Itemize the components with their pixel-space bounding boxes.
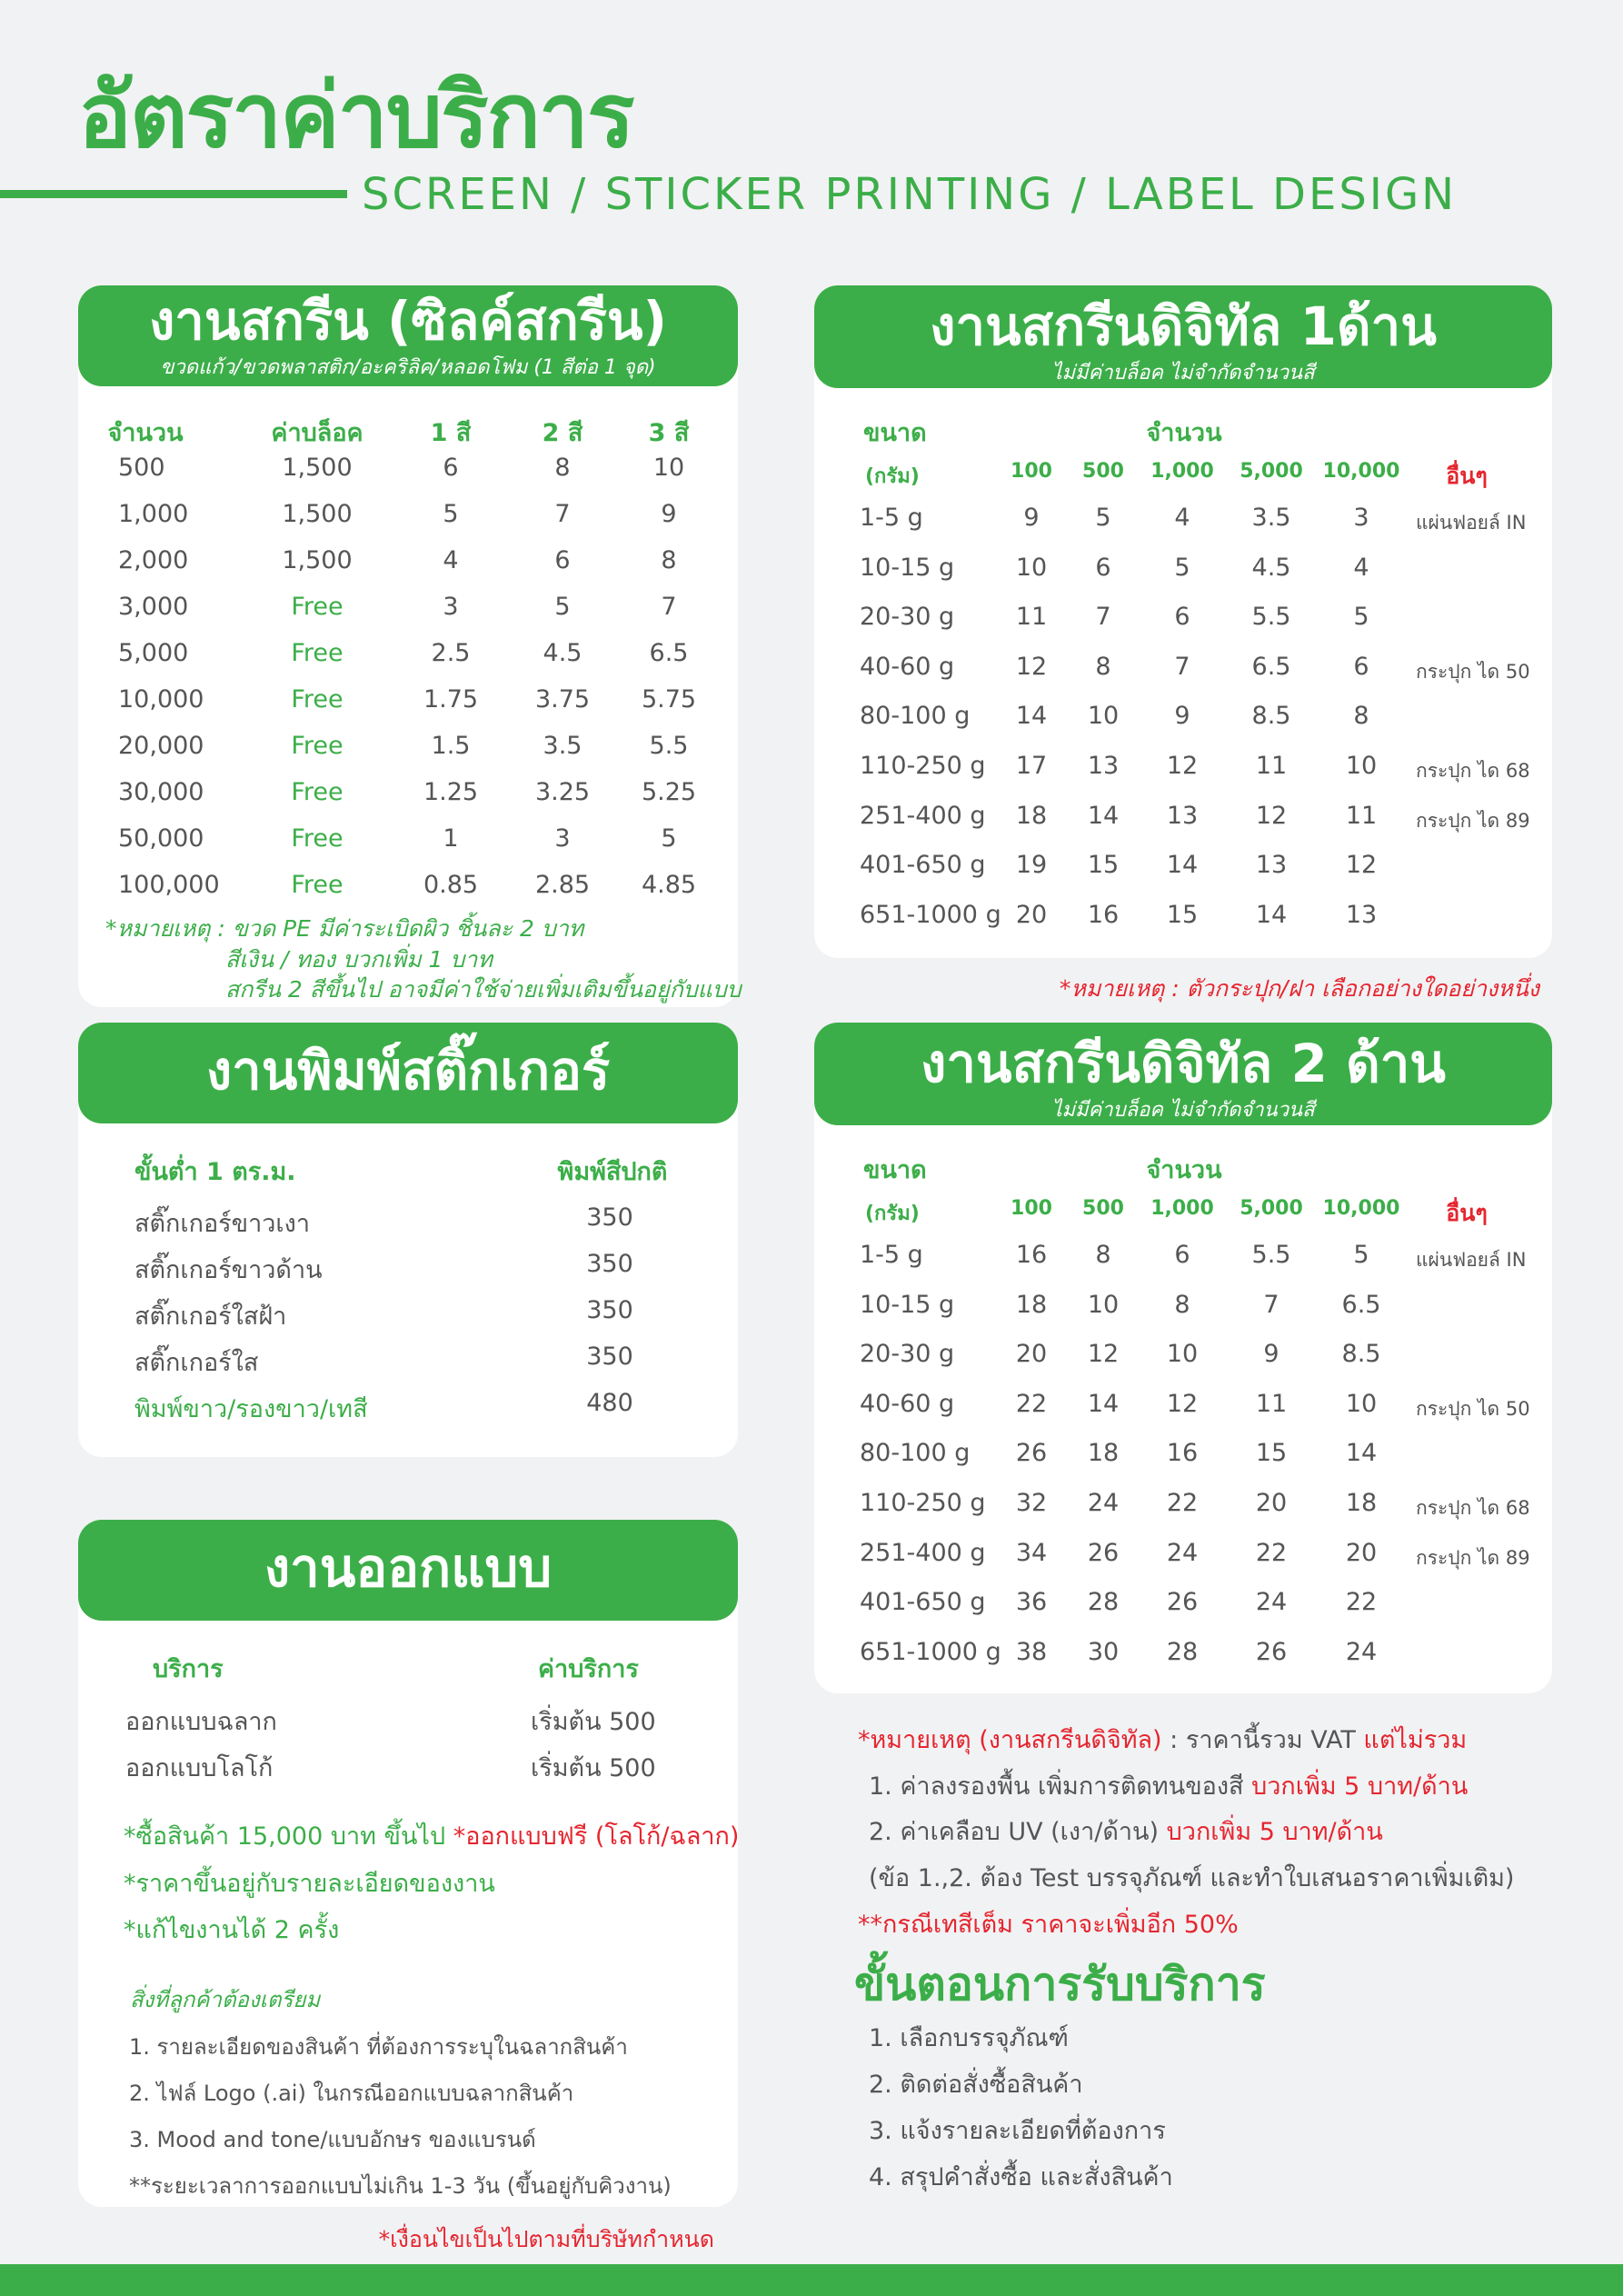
digital-size-cell: 651-1000 g xyxy=(860,1637,1001,1666)
design-prep-item: 1. รายละเอียดของสินค้า ที่ต้องการระบุในฉลากสินค้า xyxy=(129,2034,628,2060)
digital-price-cell: 10 xyxy=(1087,1290,1120,1319)
silk-cell: Free xyxy=(291,593,344,621)
digital-price-cell: 9 xyxy=(1263,1340,1279,1369)
digital-size-cell: 10-15 g xyxy=(860,553,955,582)
digital-size-cell: 401-650 g xyxy=(860,851,986,880)
design-promo-b: *ออกแบบฟรี (โลโก้/ฉลาก) xyxy=(453,1822,740,1851)
digital-price-cell: 14 xyxy=(1015,702,1048,731)
digital-price-cell: 5.5 xyxy=(1251,603,1291,632)
digital-price-cell: 12 xyxy=(1255,801,1288,830)
design-condition: *เงื่อนไขเป็นไปตามที่บริษัทกำหนด xyxy=(378,2226,714,2252)
digital-price-cell: 6 xyxy=(1095,553,1111,582)
digital-notes-sep: : ราคานี้รวม VAT xyxy=(1161,1726,1364,1754)
digital-notes-item2-text: 2. ค่าเคลือบ UV (เงา/ด้าน) xyxy=(869,1818,1160,1846)
digital-size-cell: 20-30 g xyxy=(860,1340,955,1369)
sticker-item: พิมพ์ขาว/รองขาว/เทสี xyxy=(134,1395,368,1423)
digital-unit-label: (กรัม) xyxy=(865,1203,920,1225)
silk-cell: 7 xyxy=(554,500,571,528)
digital-price-cell: 8 xyxy=(1353,702,1369,731)
design-title: งานออกแบบ xyxy=(264,1537,553,1599)
design-promo xyxy=(124,1816,739,1855)
digital-price-cell: 6 xyxy=(1353,652,1369,681)
silk-cell: 50,000 xyxy=(118,824,204,853)
digital-price-cell: 10 xyxy=(1345,752,1378,780)
silk-cell: Free xyxy=(291,871,344,899)
digital-size-cell: 40-60 g xyxy=(860,652,955,681)
digital-price-cell: 8.5 xyxy=(1251,702,1291,731)
digital-notes-item2 xyxy=(869,1812,1383,1851)
sticker-price: 350 xyxy=(586,1296,633,1324)
digital-price-cell: 36 xyxy=(1015,1588,1048,1617)
sticker-card xyxy=(78,1023,738,1457)
digital-price-cell: 20 xyxy=(1015,1340,1048,1369)
steps-item: 4. สรุปคำสั่งซื้อ และสั่งสินค้า xyxy=(869,2163,1173,2191)
digital-2-title: งานสกรีนดิจิทัล 2 ด้าน xyxy=(921,1033,1446,1094)
digital-price-cell: 12 xyxy=(1166,1389,1199,1418)
digital-price-cell: 28 xyxy=(1087,1588,1120,1617)
digital-price-cell: 5 xyxy=(1353,603,1369,632)
digital-price-cell: 7 xyxy=(1174,652,1190,681)
digital-qty-col: 5,000 xyxy=(1240,460,1303,483)
digital-qty-col: 500 xyxy=(1082,460,1124,483)
sticker-col-price: พิมพ์สีปกติ xyxy=(557,1158,668,1186)
silk-cell: 6.5 xyxy=(649,639,689,667)
digital-price-cell: 16 xyxy=(1015,1241,1048,1269)
page-title: อัตราค่าบริการ xyxy=(78,65,633,168)
digital-price-cell: 13 xyxy=(1166,801,1199,830)
digital-price-cell: 26 xyxy=(1015,1439,1048,1468)
digital-price-cell: 22 xyxy=(1166,1489,1199,1517)
digital-2-subtitle: ไม่มีค่าบล็อค ไม่จำกัดจำนวนสี xyxy=(1051,1098,1315,1122)
digital-price-cell: 12 xyxy=(1015,652,1048,681)
digital-price-cell: 10 xyxy=(1087,702,1120,731)
silk-cell: 8 xyxy=(661,546,677,574)
digital-price-cell: 28 xyxy=(1166,1637,1199,1666)
silk-note: สีเงิน / ทอง บวกเพิ่ม 1 บาท xyxy=(225,946,493,973)
silk-cell: 5.5 xyxy=(649,732,689,760)
digital-price-cell: 12 xyxy=(1166,752,1199,780)
digital-price-cell: 24 xyxy=(1166,1538,1199,1567)
silk-cell: 1.75 xyxy=(423,685,479,714)
design-service: ออกแบบโลโก้ xyxy=(125,1754,274,1782)
silk-cell: 4.5 xyxy=(543,639,582,667)
digital-size-cell: 1-5 g xyxy=(860,504,923,532)
silk-col-header: ค่าบล็อค xyxy=(271,419,363,447)
digital-price-cell: 26 xyxy=(1255,1637,1288,1666)
digital-other-label: อื่นๆ xyxy=(1446,1200,1488,1226)
silk-cell: 9 xyxy=(661,500,677,528)
digital-price-cell: 13 xyxy=(1255,851,1288,880)
steps-item: 1. เลือกบรรจุภัณฑ์ xyxy=(869,2024,1069,2052)
silk-cell: 8 xyxy=(554,454,571,482)
digital-qty-col: 5,000 xyxy=(1240,1197,1303,1220)
digital-price-cell: 30 xyxy=(1087,1637,1120,1666)
silk-col-header: 1 สี xyxy=(430,419,472,447)
digital-price-cell: 6 xyxy=(1174,603,1190,632)
sticker-title: งานพิมพ์สติ๊กเกอร์ xyxy=(205,1040,611,1102)
sticker-price: 350 xyxy=(586,1203,633,1232)
digital-price-cell: 24 xyxy=(1087,1489,1120,1517)
design-prep-item: **ระยะเวลาการออกแบบไม่เกิน 1-3 วัน (ขึ้นอยู่กับคิวงาน) xyxy=(129,2173,672,2199)
silk-cell: 1,500 xyxy=(282,500,353,528)
digital-price-cell: 13 xyxy=(1345,900,1378,929)
silk-cell: Free xyxy=(291,824,344,853)
silk-col-header: จำนวน xyxy=(107,419,184,447)
digital-price-cell: 26 xyxy=(1087,1538,1120,1567)
silk-cell: 2.5 xyxy=(431,639,471,667)
digital-price-cell: 11 xyxy=(1255,752,1288,780)
digital-price-cell: 6.5 xyxy=(1341,1290,1381,1319)
digital-other-cell: แผ่นฟอยล์ IN xyxy=(1416,512,1527,534)
digital-size-cell: 80-100 g xyxy=(860,1439,971,1468)
digital-price-cell: 14 xyxy=(1087,1389,1120,1418)
digital-price-cell: 20 xyxy=(1255,1489,1288,1517)
digital-size-cell: 651-1000 g xyxy=(860,900,1001,929)
digital-unit-label: (กรัม) xyxy=(865,465,920,488)
title-underline xyxy=(0,190,347,198)
digital-price-cell: 14 xyxy=(1087,801,1120,830)
digital-size-cell: 1-5 g xyxy=(860,1241,923,1269)
silk-cell: 3,000 xyxy=(118,593,189,621)
sticker-item: สติ๊กเกอร์ขาวด้าน xyxy=(134,1256,323,1284)
digital-price-cell: 9 xyxy=(1174,702,1190,731)
digital-price-cell: 8 xyxy=(1174,1290,1190,1319)
digital-price-cell: 3 xyxy=(1353,504,1369,532)
sticker-price: 350 xyxy=(586,1343,633,1371)
digital-qty-col: 1,000 xyxy=(1150,460,1214,483)
silk-screen-card xyxy=(78,285,742,1007)
digital-other-cell: กระปุก ได 50 xyxy=(1416,660,1530,683)
silk-note: *หมายเหตุ : ขวด PE มีค่าระเบิดผิว ชิ้นละ 2 บาท xyxy=(105,915,584,942)
digital-price-cell: 14 xyxy=(1255,900,1288,929)
digital-notes-label: *หมายเหตุ (งานสกรีนดิจิทัล) xyxy=(858,1726,1162,1754)
digital-other-cell: กระปุก ได 68 xyxy=(1416,760,1530,782)
digital-size-label: ขนาด xyxy=(863,419,927,447)
digital-price-cell: 10 xyxy=(1345,1389,1378,1418)
digital-price-cell: 38 xyxy=(1015,1637,1048,1666)
digital-price-cell: 16 xyxy=(1166,1439,1199,1468)
digital-other-label: อื่นๆ xyxy=(1446,463,1488,489)
digital-notes-header xyxy=(858,1720,1467,1759)
digital-price-cell: 16 xyxy=(1087,900,1120,929)
digital-price-cell: 18 xyxy=(1087,1439,1120,1468)
digital-notes-item1 xyxy=(869,1766,1468,1805)
digital-price-cell: 4.5 xyxy=(1251,553,1291,582)
silk-screen-subtitle: ขวดแก้ว/ขวดพลาสติก/อะคริลิค/หลอดโฟม (1 สีต่อ 1 จุด) xyxy=(160,355,656,379)
digital-notes-item2-price: บวกเพิ่ม 5 บาท/ด้าน xyxy=(1166,1818,1383,1846)
digital-price-cell: 7 xyxy=(1095,603,1111,632)
silk-cell: 7 xyxy=(661,593,677,621)
silk-cell: Free xyxy=(291,778,344,806)
digital-price-cell: 4 xyxy=(1174,504,1190,532)
silk-cell: 10,000 xyxy=(118,685,204,714)
digital-price-cell: 32 xyxy=(1015,1489,1048,1517)
digital-2-card xyxy=(814,1023,1552,1693)
silk-cell: 0.85 xyxy=(423,871,479,899)
digital-1-card xyxy=(814,285,1552,958)
digital-price-cell: 14 xyxy=(1345,1439,1378,1468)
steps-item: 3. แจ้งรายละเอียดที่ต้องการ xyxy=(869,2117,1166,2145)
silk-note: สกรีน 2 สีขึ้นไป อาจมีค่าใช้จ่ายเพิ่มเติมขึ้นอยู่กับแบบ xyxy=(225,976,742,1003)
design-promo-a: *ซื้อสินค้า 15,000 บาท ขึ้นไป xyxy=(124,1822,446,1851)
silk-cell: 5,000 xyxy=(118,639,189,667)
silk-cell: Free xyxy=(291,639,344,667)
silk-cell: 6 xyxy=(554,546,571,574)
design-note-price: *ราคาขึ้นอยู่กับรายละเอียดของงาน xyxy=(124,1870,495,1898)
digital-price-cell: 5 xyxy=(1174,553,1190,582)
digital-notes-item1-text: 1. ค่าลงรองพื้น เพิ่มการติดทนของสี xyxy=(869,1772,1244,1801)
digital-price-cell: 7 xyxy=(1263,1290,1279,1319)
digital-size-cell: 251-400 g xyxy=(860,801,986,830)
digital-qty-label: จำนวน xyxy=(1146,419,1222,447)
design-prep-item: 3. Mood and tone/แบบอักษร ของแบรนด์ xyxy=(129,2127,536,2152)
digital-size-cell: 40-60 g xyxy=(860,1389,955,1418)
digital-1-subtitle: ไม่มีค่าบล็อค ไม่จำกัดจำนวนสี xyxy=(1051,361,1315,384)
digital-qty-col: 100 xyxy=(1011,460,1052,483)
digital-size-cell: 20-30 g xyxy=(860,603,955,632)
digital-price-cell: 17 xyxy=(1015,752,1048,780)
sticker-header xyxy=(78,1023,738,1123)
sticker-price: 350 xyxy=(586,1250,633,1278)
sticker-price: 480 xyxy=(586,1389,633,1417)
digital-notes-not-included: แต่ไม่รวม xyxy=(1363,1726,1468,1754)
digital-price-cell: 18 xyxy=(1015,1290,1048,1319)
digital-price-cell: 11 xyxy=(1015,603,1048,632)
digital-price-cell: 26 xyxy=(1166,1588,1199,1617)
digital-price-cell: 11 xyxy=(1345,801,1378,830)
digital-price-cell: 15 xyxy=(1087,851,1120,880)
digital-size-cell: 10-15 g xyxy=(860,1290,955,1319)
digital-price-cell: 24 xyxy=(1255,1588,1288,1617)
silk-cell: 500 xyxy=(118,454,165,482)
sticker-col-min: ขั้นต่ำ 1 ตร.ม. xyxy=(134,1158,296,1186)
digital-price-cell: 13 xyxy=(1087,752,1120,780)
silk-cell: 4.85 xyxy=(641,871,697,899)
digital-price-cell: 24 xyxy=(1345,1637,1378,1666)
digital-size-label: ขนาด xyxy=(863,1156,927,1184)
design-price: เริ่มต้น 500 xyxy=(531,1708,656,1736)
digital-size-cell: 251-400 g xyxy=(860,1538,986,1567)
silk-cell: 5 xyxy=(661,824,677,853)
digital-other-cell: แผ่นฟอยล์ IN xyxy=(1416,1249,1527,1271)
design-service: ออกแบบฉลาก xyxy=(125,1708,277,1736)
silk-cell: 1,500 xyxy=(282,546,353,574)
silk-cell: 5 xyxy=(554,593,571,621)
silk-cell: Free xyxy=(291,732,344,760)
digital-price-cell: 6 xyxy=(1174,1241,1190,1269)
silk-cell: 5.75 xyxy=(641,685,697,714)
digital-price-cell: 5 xyxy=(1095,504,1111,532)
digital-price-cell: 8 xyxy=(1095,652,1111,681)
design-col-price: ค่าบริการ xyxy=(538,1655,639,1683)
digital-price-cell: 12 xyxy=(1087,1340,1120,1369)
silk-cell: 2,000 xyxy=(118,546,189,574)
design-note-edit: *แก้ไขงานได้ 2 ครั้ง xyxy=(124,1916,340,1944)
silk-cell: 3.25 xyxy=(534,778,591,806)
silk-cell: 2.85 xyxy=(534,871,591,899)
sticker-item: สติ๊กเกอร์ใสฝ้า xyxy=(134,1303,287,1331)
digital-price-cell: 18 xyxy=(1015,801,1048,830)
digital-qty-col: 1,000 xyxy=(1150,1197,1214,1220)
digital-price-cell: 20 xyxy=(1345,1538,1378,1567)
digital-size-cell: 110-250 g xyxy=(860,1489,986,1517)
design-header xyxy=(78,1520,738,1621)
digital-price-cell: 5.5 xyxy=(1251,1241,1291,1269)
digital-price-cell: 6.5 xyxy=(1251,652,1291,681)
digital-price-cell: 5 xyxy=(1353,1241,1369,1269)
digital-price-cell: 4 xyxy=(1353,553,1369,582)
digital-1-header xyxy=(814,285,1552,388)
digital-other-cell: กระปุก ได 89 xyxy=(1416,809,1530,832)
digital-price-cell: 8.5 xyxy=(1341,1340,1381,1369)
digital-other-cell: กระปุก ได 89 xyxy=(1416,1546,1530,1569)
silk-cell: 3.5 xyxy=(543,732,582,760)
design-prep-item: 2. ไฟล์ Logo (.ai) ในกรณีออกแบบฉลากสินค้า xyxy=(129,2081,574,2106)
digital-1-note: *หมายเหตุ : ตัวกระปุก/ฝา เลือกอย่างใดอย่างหนึ่ง xyxy=(1059,975,1539,1002)
digital-price-cell: 22 xyxy=(1255,1538,1288,1567)
digital-price-cell: 11 xyxy=(1255,1389,1288,1418)
digital-notes-item4: **กรณีเทสีเต็ม ราคาจะเพิ่มอีก 50% xyxy=(858,1911,1239,1939)
silk-cell: 6 xyxy=(443,454,459,482)
digital-price-cell: 19 xyxy=(1015,851,1048,880)
sticker-item: สติ๊กเกอร์ใส xyxy=(134,1349,259,1377)
silk-cell: 3.75 xyxy=(534,685,591,714)
steps-item: 2. ติดต่อสั่งซื้อสินค้า xyxy=(869,2071,1083,2099)
digital-price-cell: 12 xyxy=(1345,851,1378,880)
digital-price-cell: 3.5 xyxy=(1251,504,1291,532)
digital-qty-label: จำนวน xyxy=(1146,1156,1222,1184)
silk-cell: 4 xyxy=(443,546,459,574)
design-prep-title: สิ่งที่ลูกค้าต้องเตรียม xyxy=(130,1987,321,2012)
silk-cell: 30,000 xyxy=(118,778,204,806)
digital-notes-item1-price: บวกเพิ่ม 5 บาท/ด้าน xyxy=(1251,1772,1469,1801)
silk-screen-header xyxy=(78,285,738,386)
steps-title: ขั้นตอนการรับบริการ xyxy=(854,1958,1266,2011)
silk-cell: 20,000 xyxy=(118,732,204,760)
silk-cell: 100,000 xyxy=(118,871,220,899)
silk-screen-title: งานสกรีน (ซิลค์สกรีน) xyxy=(148,290,668,352)
design-price: เริ่มต้น 500 xyxy=(531,1754,656,1782)
digital-qty-col: 10,000 xyxy=(1322,460,1400,483)
digital-price-cell: 22 xyxy=(1345,1588,1378,1617)
design-col-service: บริการ xyxy=(153,1655,224,1683)
silk-cell: 1.5 xyxy=(431,732,471,760)
digital-price-cell: 8 xyxy=(1095,1241,1111,1269)
silk-cell: 5.25 xyxy=(641,778,697,806)
digital-qty-col: 500 xyxy=(1082,1197,1124,1220)
digital-size-cell: 110-250 g xyxy=(860,752,986,780)
silk-cell: 5 xyxy=(443,500,459,528)
digital-price-cell: 22 xyxy=(1015,1389,1048,1418)
digital-price-cell: 15 xyxy=(1166,900,1199,929)
digital-2-header xyxy=(814,1023,1552,1125)
digital-size-cell: 401-650 g xyxy=(860,1588,986,1617)
digital-price-cell: 10 xyxy=(1015,553,1048,582)
digital-1-title: งานสกรีนดิจิทัล 1ด้าน xyxy=(930,295,1437,357)
silk-cell: Free xyxy=(291,685,344,714)
silk-col-header: 3 สี xyxy=(648,419,690,447)
digital-price-cell: 34 xyxy=(1015,1538,1048,1567)
digital-qty-col: 100 xyxy=(1011,1197,1052,1220)
silk-cell: 1.25 xyxy=(423,778,479,806)
bottom-bar xyxy=(0,2264,1623,2296)
silk-col-header: 2 สี xyxy=(542,419,583,447)
silk-cell: 1,500 xyxy=(282,454,353,482)
silk-cell: 1 xyxy=(443,824,459,853)
digital-price-cell: 10 xyxy=(1166,1340,1199,1369)
silk-cell: 1,000 xyxy=(118,500,189,528)
digital-other-cell: กระปุก ได 68 xyxy=(1416,1497,1530,1519)
digital-price-cell: 18 xyxy=(1345,1489,1378,1517)
silk-cell: 10 xyxy=(652,454,685,482)
sticker-item: สติ๊กเกอร์ขาวเงา xyxy=(134,1210,311,1238)
silk-cell: 3 xyxy=(443,593,459,621)
silk-cell: 3 xyxy=(554,824,571,853)
digital-other-cell: กระปุก ได 50 xyxy=(1416,1397,1530,1420)
digital-size-cell: 80-100 g xyxy=(860,702,971,731)
digital-price-cell: 20 xyxy=(1015,900,1048,929)
digital-price-cell: 9 xyxy=(1023,504,1040,532)
digital-notes-item3: (ข้อ 1.,2. ต้อง Test บรรจุภัณฑ์ และทำใบเสนอราคาเพิ่มเติม) xyxy=(869,1864,1515,1892)
digital-price-cell: 15 xyxy=(1255,1439,1288,1468)
digital-qty-col: 10,000 xyxy=(1322,1197,1400,1220)
page-subtitle: SCREEN / STICKER PRINTING / LABEL DESIGN xyxy=(362,169,1458,220)
design-card xyxy=(78,1520,738,2207)
digital-price-cell: 14 xyxy=(1166,851,1199,880)
